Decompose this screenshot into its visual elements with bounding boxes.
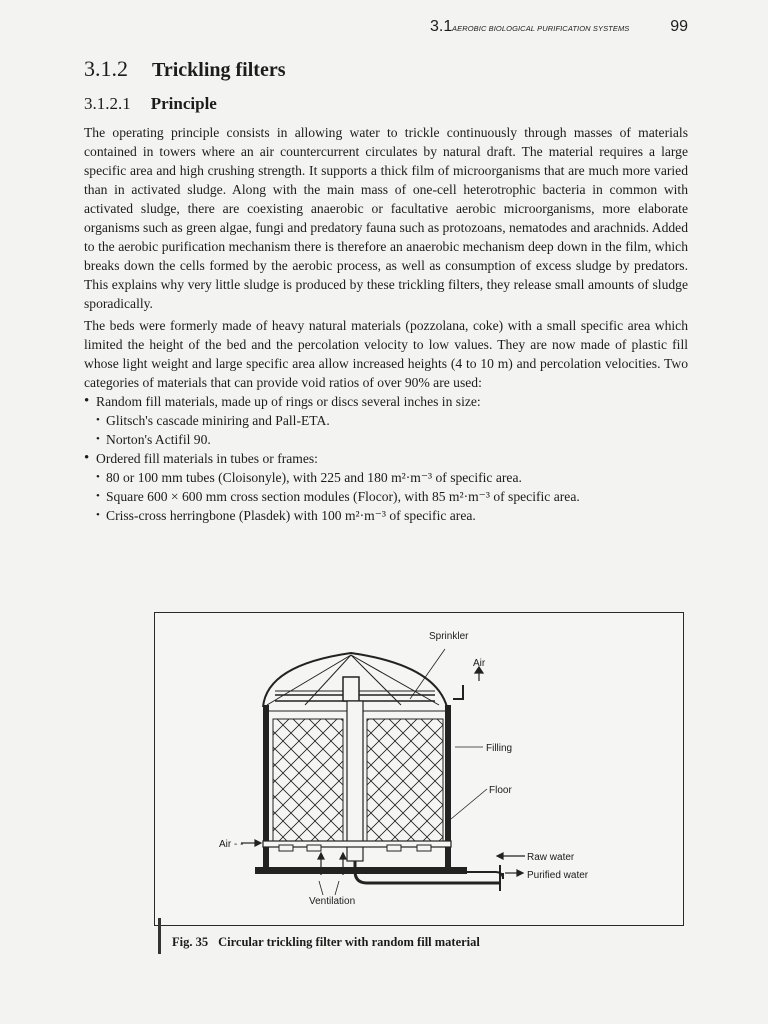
paragraph: The operating principle consists in allowing water to trickle continuously through masses of materials contained in towers where an air countercurrent circulates by natural draft. The material requires a large specific area and high crushing strength. It supports a thick film of microorganisms that are much more varied than in activated sludge. Along with the main mass of one-cell heterotrophic bacteria in common with activated sludge, there are coexisting anaerobic or facultative aerobic microorganisms, more elaborate organisms such as green algae, fungi and predatory fauna such as protozoans, nematodes and arachnids. Added to the aerobic purification mechanism there is therefore an anaerobic mechanism deep down in the film, which breaks down the cells formed by the aerobic process, as well as consumption of excess sludge by predators. This explains why very little sludge is produced by these trickling filters, they release small amounts of sludge sporadically. — [84, 125, 688, 311]
list-item — [84, 392, 688, 449]
bullet-rest: in tubes or frames: — [213, 451, 318, 466]
label-sprinkler: Sprinkler — [429, 631, 469, 642]
tank-wall-right — [445, 705, 451, 873]
label-filling: Filling — [486, 743, 513, 754]
trickling-filter-diagram — [155, 613, 685, 927]
list-item — [84, 449, 688, 525]
bullet-list — [84, 392, 688, 525]
header-section-number: 3.1 — [430, 18, 453, 35]
bullet-lead: Ordered fill materials — [96, 451, 214, 466]
figure-number: Fig. 35 — [172, 935, 209, 949]
filling-right — [367, 719, 443, 841]
sprinkler-hub — [343, 677, 359, 701]
figure-caption — [172, 935, 480, 950]
subsection-title: Principle — [150, 94, 217, 113]
header-running-title: AEROBIC BIOLOGICAL PURIFICATION SYSTEMS — [452, 24, 630, 33]
label-raw-water: Raw water — [527, 852, 575, 863]
page-number: 99 — [670, 18, 688, 35]
list-item: • Norton's Actifil 90. — [84, 430, 688, 449]
subsection-number: 3.1.2.1 — [84, 94, 131, 113]
label-air-left: Air - - — [219, 839, 244, 850]
body-text — [84, 123, 688, 525]
sub-list — [84, 468, 688, 525]
label-floor: Floor — [489, 785, 512, 796]
central-column — [347, 701, 363, 861]
figure-trickling-filter — [154, 612, 684, 926]
filling-left — [273, 719, 343, 841]
section-number: 3.1.2 — [84, 56, 128, 81]
bullet-lead: Random fill materials — [96, 394, 215, 409]
tank-base — [255, 867, 467, 874]
air-pipe-top — [453, 685, 463, 699]
tank-wall-left — [263, 705, 269, 873]
section-title: Trickling filters — [152, 59, 286, 81]
margin-barcode-mark — [157, 918, 162, 954]
subsection-heading — [84, 94, 217, 118]
list-item: • Glitsch's cascade miniring and Pall-ETA. — [84, 411, 688, 430]
list-item: • Square 600 × 600 mm cross section modules (Flocor), with 85 m²·m⁻³ of specific area. — [84, 487, 688, 506]
sub-list — [84, 411, 688, 449]
bullet-rest: , made up of rings or discs several inches in size: — [214, 394, 481, 409]
label-ventilation: Ventilation — [309, 896, 356, 907]
section-heading — [84, 56, 286, 86]
list-item: • 80 or 100 mm tubes (Cloisonyle), with 225 and 180 m²·m⁻³ of specific area. — [84, 468, 688, 487]
label-purified-water: Purified water — [527, 870, 589, 881]
list-item: • Criss-cross herringbone (Plasdek) with 100 m²·m⁻³ of specific area. — [84, 506, 688, 525]
paragraph: The beds were formerly made of heavy natural materials (pozzolana, coke) with a small specific area which limited the height of the bed and the percolation velocity to low values. They are now made of plastic fill whose light weight and large specific area allow increased heights (4 to 10 m) and percolation velocities. Two categories of materials that can provide void ratios of over 90% are used: — [84, 318, 688, 390]
figure-caption-text: Circular trickling filter with random fill material — [218, 935, 480, 949]
label-air-top: Air — [473, 658, 486, 669]
running-header — [430, 18, 688, 40]
